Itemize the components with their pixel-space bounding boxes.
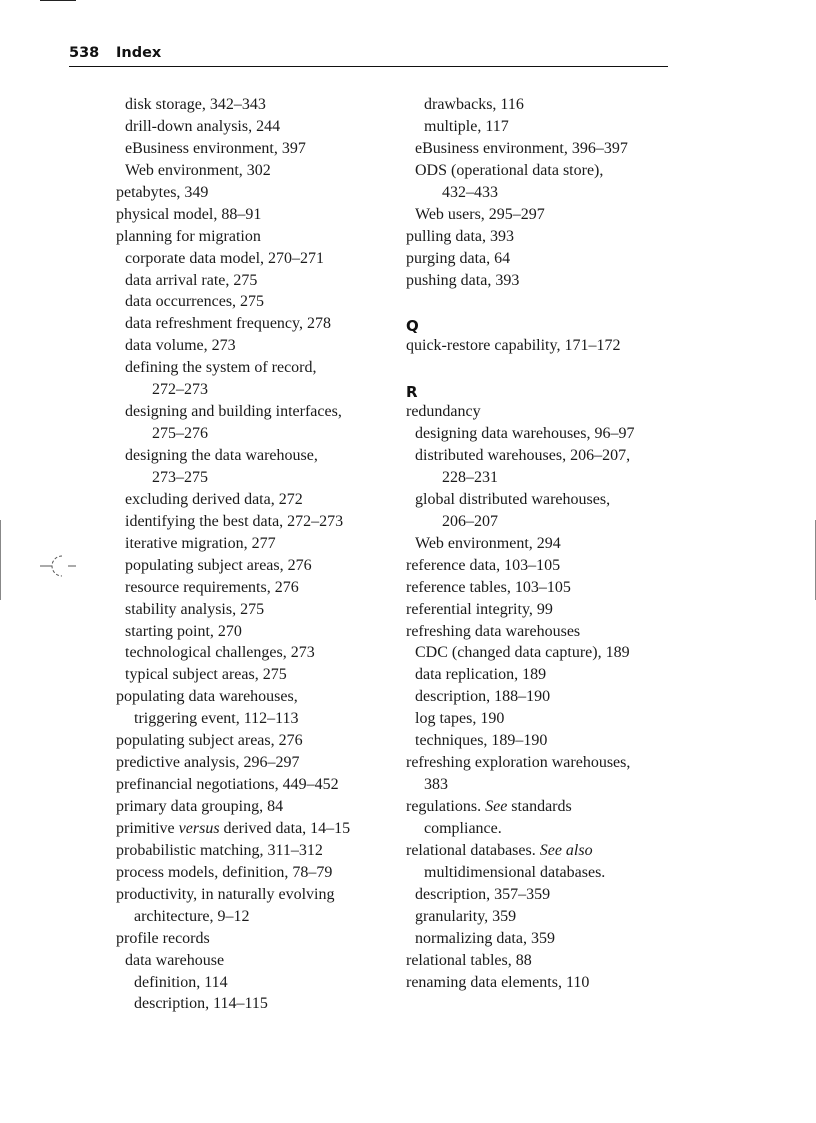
- index-entry: multidimensional databases.: [424, 863, 606, 881]
- index-entry: techniques, 189–190: [415, 732, 548, 750]
- index-entry: profile records: [116, 929, 210, 947]
- index-entry: reference tables, 103–105: [406, 578, 571, 596]
- index-entry: data warehouse: [125, 951, 225, 969]
- index-entry: granularity, 359: [415, 907, 517, 925]
- index-entry: starting point, 270: [125, 622, 242, 640]
- index-entry: technological challenges, 273: [125, 644, 315, 662]
- section-title: Index: [116, 45, 162, 61]
- index-entry: Web environment, 294: [415, 534, 561, 552]
- running-header: [69, 44, 668, 67]
- index-entry: description, 114–115: [134, 995, 268, 1013]
- index-entry: data refreshment frequency, 278: [125, 315, 331, 333]
- index-entry: populating subject areas, 276: [116, 732, 303, 750]
- index-entry: typical subject areas, 275: [125, 666, 287, 684]
- index-entry: purging data, 64: [406, 249, 511, 267]
- index-column-left: [116, 94, 396, 1015]
- index-entry: renaming data elements, 110: [406, 973, 590, 991]
- index-entry: regulations. See standards: [406, 798, 572, 815]
- index-entry: quick-restore capability, 171–172: [406, 337, 621, 355]
- index-entry: data occurrences, 275: [125, 293, 265, 311]
- index-entry: 273–275: [152, 468, 208, 486]
- index-entry: description, 188–190: [415, 688, 551, 706]
- index-entry: eBusiness environment, 396–397: [415, 139, 628, 157]
- index-entry: planning for migration: [116, 227, 261, 245]
- page-number: 538: [69, 45, 100, 61]
- index-entry: physical model, 88–91: [116, 205, 262, 223]
- spacer: [406, 357, 676, 379]
- index-entry: Web environment, 302: [125, 161, 271, 179]
- page-edge-left: [0, 520, 1, 600]
- index-column-right: [406, 94, 676, 993]
- index-entry: 275–276: [152, 425, 208, 443]
- index-entry: data replication, 189: [415, 666, 547, 684]
- index-entry: description, 357–359: [415, 885, 551, 903]
- index-entry: global distributed warehouses,: [415, 490, 611, 508]
- index-entry: data arrival rate, 275: [125, 271, 258, 289]
- index-entry: relational databases. See also: [406, 841, 593, 859]
- index-entry: 228–231: [442, 468, 498, 486]
- index-entry: CDC (changed data capture), 189: [415, 644, 630, 662]
- index-entry: data volume, 273: [125, 337, 236, 355]
- registration-mark-icon: [38, 551, 78, 581]
- index-entry: populating subject areas, 276: [125, 556, 312, 574]
- index-entry: 432–433: [442, 183, 498, 201]
- index-entry: compliance.: [424, 819, 502, 837]
- index-entry: designing and building interfaces,: [125, 403, 342, 421]
- index-entry: distributed warehouses, 206–207,: [415, 447, 631, 464]
- index-entry: productivity, in naturally evolving: [116, 885, 335, 903]
- spacer: [406, 291, 676, 313]
- index-entry: triggering event, 112–113: [134, 710, 299, 728]
- index-entry: designing data warehouses, 96–97: [415, 425, 635, 443]
- index-entry: stability analysis, 275: [125, 600, 265, 618]
- index-entry: resource requirements, 276: [125, 578, 299, 596]
- index-entry: identifying the best data, 272–273: [125, 512, 344, 530]
- index-entry: defining the system of record,: [125, 359, 317, 377]
- index-entry: ODS (operational data store),: [415, 161, 604, 179]
- index-entry: process models, definition, 78–79: [116, 863, 333, 881]
- index-entry: designing the data warehouse,: [125, 447, 318, 464]
- index-entry: referential integrity, 99: [406, 600, 553, 618]
- index-entry: definition, 114: [134, 973, 228, 991]
- index-entry: primitive versus derived data, 14–15: [116, 819, 351, 837]
- index-entry: refreshing exploration warehouses,: [406, 754, 631, 772]
- index-entry: prefinancial negotiations, 449–452: [116, 776, 339, 794]
- index-entry: eBusiness environment, 397: [125, 139, 306, 157]
- index-entry: reference data, 103–105: [406, 556, 561, 574]
- index-entry: petabytes, 349: [116, 183, 209, 201]
- index-entry: disk storage, 342–343: [125, 96, 266, 113]
- index-entry: pushing data, 393: [406, 271, 520, 289]
- index-entry: log tapes, 190: [415, 710, 505, 728]
- index-entry: probabilistic matching, 311–312: [116, 841, 323, 859]
- index-entry: 272–273: [152, 381, 208, 399]
- index-entry: corporate data model, 270–271: [125, 249, 325, 267]
- index-entry: primary data grouping, 84: [116, 798, 284, 815]
- crop-mark-top: [40, 0, 76, 1]
- index-entry: refreshing data warehouses: [406, 622, 581, 640]
- index-letter-heading: R: [406, 383, 418, 402]
- index-entry: drawbacks, 116: [424, 96, 524, 113]
- index-entry: predictive analysis, 296–297: [116, 754, 300, 772]
- index-entry: multiple, 117: [424, 117, 509, 135]
- index-entry: redundancy: [406, 403, 481, 421]
- index-entry: relational tables, 88: [406, 951, 532, 969]
- index-letter-heading: Q: [406, 317, 419, 336]
- index-entry: excluding derived data, 272: [125, 490, 303, 508]
- index-entry: normalizing data, 359: [415, 929, 555, 947]
- index-entry: 383: [424, 776, 448, 794]
- index-entry: populating data warehouses,: [116, 688, 298, 706]
- index-entry: architecture, 9–12: [134, 907, 250, 925]
- index-entry: drill-down analysis, 244: [125, 117, 281, 135]
- index-entry: iterative migration, 277: [125, 534, 276, 552]
- index-entry: Web users, 295–297: [415, 205, 545, 223]
- index-entry: 206–207: [442, 512, 498, 530]
- index-entry: pulling data, 393: [406, 227, 514, 245]
